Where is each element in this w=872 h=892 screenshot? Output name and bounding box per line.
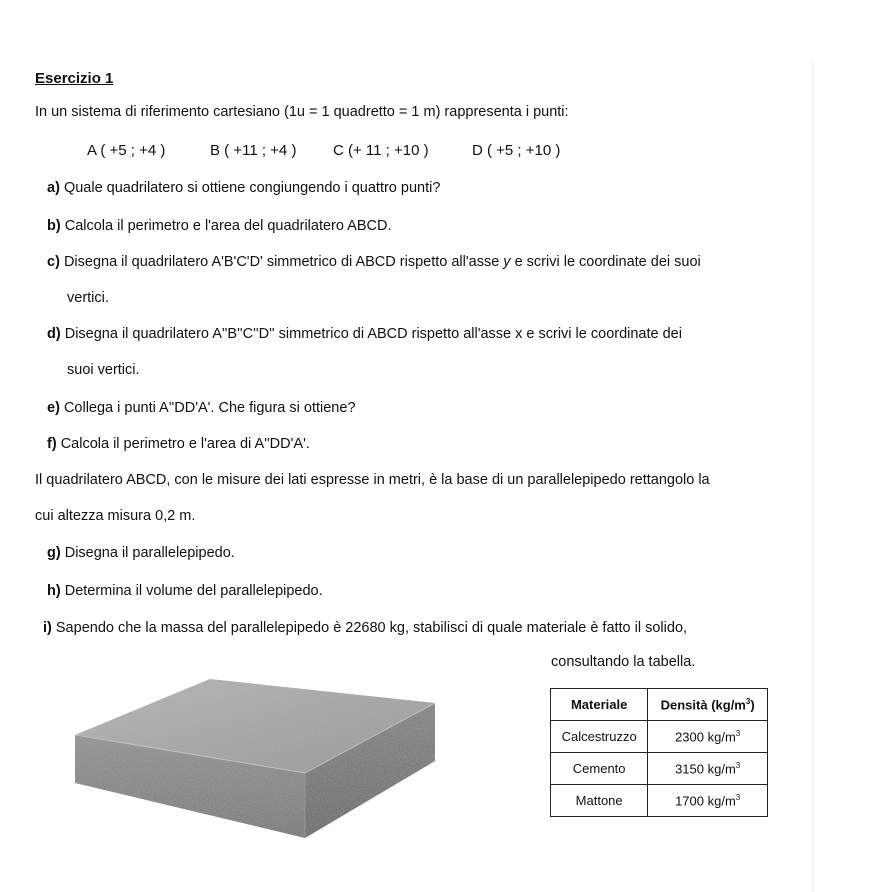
exercise-title: Esercizio 1 xyxy=(35,70,114,87)
density-cell xyxy=(648,721,768,753)
table-header-row xyxy=(551,689,768,721)
question-h xyxy=(47,583,323,599)
density-unit-exp: 3 xyxy=(735,728,741,738)
question-d-continued: suoi vertici. xyxy=(67,362,140,378)
question-letter: f) xyxy=(47,436,57,452)
question-text: Sapendo che la massa del parallelepipedo è 22680 kg, stabilisci di quale materiale è fatto il solido, xyxy=(55,620,688,636)
question-letter: a) xyxy=(47,180,60,196)
exercise-intro: In un sistema di riferimento cartesiano (1u = 1 quadretto = 1 m) rappresenta i punti: xyxy=(35,104,569,120)
question-e xyxy=(47,400,356,416)
header-density-close: ) xyxy=(750,697,755,713)
density-cell xyxy=(648,785,768,817)
header-material: Materiale xyxy=(551,689,648,721)
question-text-end: e scrivi le coordinate dei suoi xyxy=(510,254,701,270)
question-letter: d) xyxy=(47,326,61,342)
axis-label: y xyxy=(503,254,511,270)
density-unit: kg/m xyxy=(707,793,736,809)
point-d: D ( +5 ; +10 ) xyxy=(472,142,561,159)
page-edge xyxy=(812,60,813,892)
table-row xyxy=(551,721,768,753)
density-unit: kg/m xyxy=(707,729,736,745)
question-g xyxy=(47,545,235,561)
question-d xyxy=(47,326,682,342)
point-a: A ( +5 ; +4 ) xyxy=(87,142,166,159)
material-cell: Calcestruzzo xyxy=(551,721,648,753)
question-a xyxy=(47,180,440,196)
density-unit: kg/m xyxy=(707,761,736,777)
paragraph-line-2: cui altezza misura 0,2 m. xyxy=(35,508,196,524)
question-text: Calcola il perimetro e l'area del quadrilatero ABCD. xyxy=(64,218,392,234)
question-text: Determina il volume del parallelepipedo. xyxy=(64,583,323,599)
question-text: Quale quadrilatero si ottiene congiungendo i quattro punti? xyxy=(63,180,441,196)
density-value: 1700 xyxy=(675,793,704,809)
density-cell xyxy=(648,753,768,785)
question-c xyxy=(47,254,701,270)
header-density-label: Densità (kg/m xyxy=(660,697,746,713)
header-density xyxy=(648,689,768,721)
point-b: B ( +11 ; +4 ) xyxy=(210,142,297,159)
header-density-exp: 3 xyxy=(745,696,751,706)
material-cell: Mattone xyxy=(551,785,648,817)
question-text: Calcola il perimetro e l'area di A''DD'A'. xyxy=(60,436,310,452)
question-i-continued: consultando la tabella. xyxy=(551,654,696,670)
density-table xyxy=(550,688,768,817)
table-row xyxy=(551,785,768,817)
question-letter: g) xyxy=(47,545,61,561)
question-letter: e) xyxy=(47,400,60,416)
question-c-continued: vertici. xyxy=(67,290,109,306)
question-text: Disegna il quadrilatero A''B''C''D'' simmetrico di ABCD rispetto all'asse x e scrivi le coordinate dei xyxy=(64,326,682,342)
table-row xyxy=(551,753,768,785)
question-letter: b) xyxy=(47,218,61,234)
density-unit-exp: 3 xyxy=(735,792,741,802)
question-letter: c) xyxy=(47,254,60,270)
paragraph-line-1: Il quadrilatero ABCD, con le misure dei lati espresse in metri, è la base di un parallelepipedo rettangolo la xyxy=(35,472,710,488)
density-unit-exp: 3 xyxy=(735,760,741,770)
question-text: Collega i punti A''DD'A'. Che figura si ottiene? xyxy=(63,400,356,416)
concrete-slab-image xyxy=(75,673,435,843)
question-f xyxy=(47,436,310,452)
question-text: Disegna il quadrilatero A'B'C'D' simmetrico di ABCD rispetto all'asse xyxy=(63,254,504,270)
question-b xyxy=(47,218,391,234)
material-cell: Cemento xyxy=(551,753,648,785)
question-letter: h) xyxy=(47,583,61,599)
question-letter: i) xyxy=(43,620,52,636)
density-value: 2300 xyxy=(675,729,704,745)
point-c: C (+ 11 ; +10 ) xyxy=(333,142,429,159)
density-value: 3150 xyxy=(675,761,704,777)
question-i xyxy=(43,620,687,636)
question-text: Disegna il parallelepipedo. xyxy=(64,545,235,561)
